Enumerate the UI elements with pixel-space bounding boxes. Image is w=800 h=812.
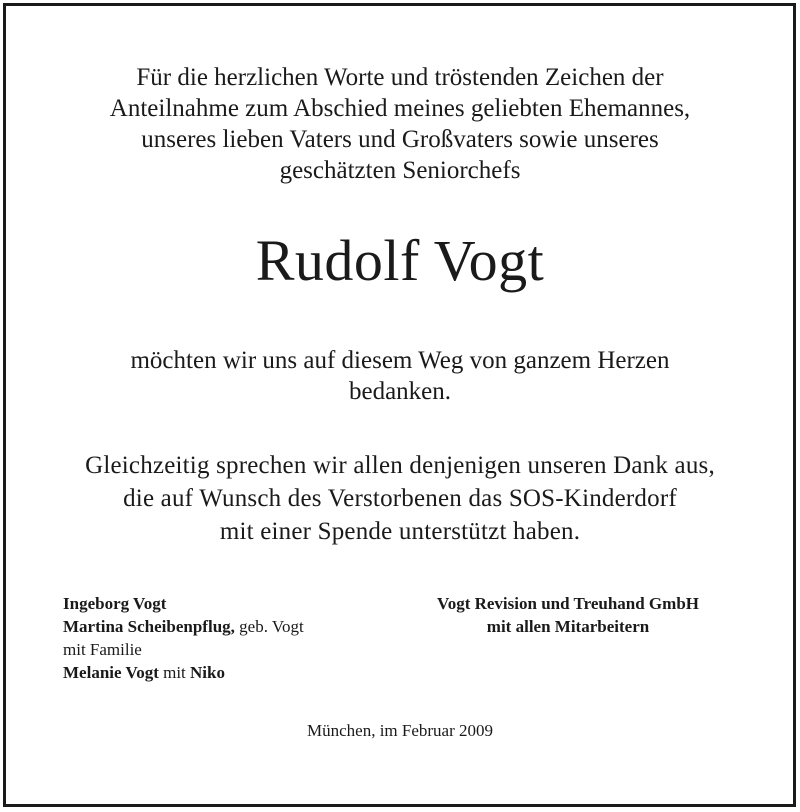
donation-text xyxy=(0,449,800,548)
place-date: München, im Februar 2009 xyxy=(306,721,494,740)
company-name: Vogt Revision und Treuhand GmbH xyxy=(436,594,699,613)
intro-line: unseres lieben Vaters und Großvaters sowie unseres xyxy=(141,126,659,153)
deceased-name: Rudolf Vogt xyxy=(255,228,545,293)
donation-line: Gleichzeitig sprechen wir allen denjenigen unseren Dank aus, xyxy=(85,452,715,479)
intro-text xyxy=(0,62,800,186)
donation-line: die auf Wunsch des Verstorbenen das SOS-Kinderdorf xyxy=(123,485,677,512)
signer-martina xyxy=(63,615,304,638)
signer-melanie-name: Melanie Vogt xyxy=(63,663,159,682)
company-signers xyxy=(411,592,725,638)
signer-niko-name: Niko xyxy=(190,663,225,682)
signer-martina-name: Martina Scheibenpflug, xyxy=(63,617,235,636)
intro-line: geschätzten Seniorchefs xyxy=(279,157,521,184)
intro-line: Anteilnahme zum Abschied meines geliebten Ehemannes, xyxy=(109,95,691,122)
thanks-line: möchten wir uns auf diesem Weg von ganzem Herzen xyxy=(130,347,670,374)
signer-melanie-mid: mit xyxy=(158,663,191,682)
thanks-text xyxy=(0,345,800,407)
signer-melanie xyxy=(63,661,304,684)
family-signers xyxy=(63,592,304,684)
signer-family: mit Familie xyxy=(63,640,142,659)
signer-martina-suffix: geb. Vogt xyxy=(234,617,304,636)
donation-line: mit einer Spende unterstützt haben. xyxy=(219,518,581,545)
company-staff: mit allen Mitarbeitern xyxy=(486,617,650,636)
signer-ingeborg: Ingeborg Vogt xyxy=(63,594,167,613)
intro-line: Für die herzlichen Worte und tröstenden Zeichen der xyxy=(136,64,664,91)
thanks-line: bedanken. xyxy=(348,378,452,405)
